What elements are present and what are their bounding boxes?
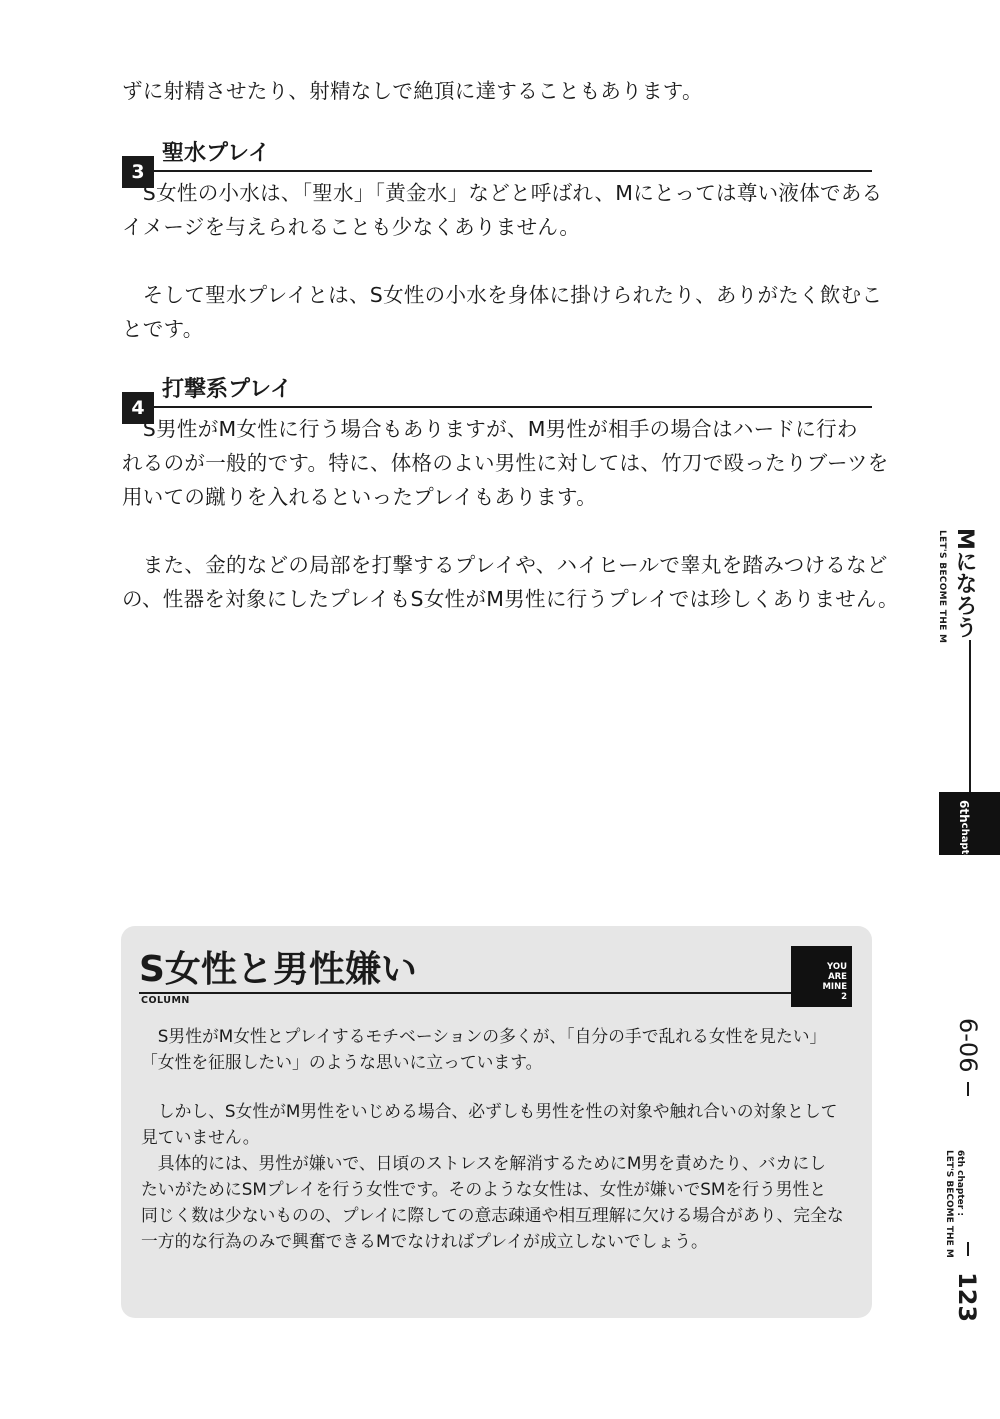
column-title-rule (139, 992, 791, 994)
page-number: 123 (953, 1272, 981, 1323)
column-badge (791, 946, 852, 1007)
page-number-divider (967, 1242, 969, 1256)
body-line: また、金的などの局部を打撃するプレイや、ハイヒールで睾丸を踏みつけるなど (122, 553, 888, 577)
badge-line: 2 (841, 992, 847, 1002)
column-line: 「女性を征服したい」のような思いに立っています。 (141, 1052, 543, 1072)
tab-line-2: chapter (959, 822, 970, 867)
section-number: 6-06 (954, 1018, 982, 1073)
section-number-divider (967, 1082, 969, 1096)
chapter-tab (939, 792, 1000, 867)
badge-line: YOU (827, 962, 847, 972)
section-title: 聖水プレイ (162, 141, 271, 166)
section-label (955, 1150, 965, 1216)
section-heading-3 (122, 138, 872, 183)
column-line: たいがためにSMプレイを行う女性です。そのような女性は、女性が嫌いでSMを行う男性と (141, 1179, 827, 1199)
column-title: S女性と男性嫌い (139, 949, 417, 990)
section-heading-4 (122, 374, 872, 419)
column-line: 具体的には、男性が嫌いで、日頃のストレスを解消するためにM男を責めたり、バカにし (141, 1153, 826, 1173)
body-line: の、性器を対象にしたプレイもS女性がM男性に行うプレイでは珍しくありません。 (122, 587, 899, 611)
tab-line-1: 6th (957, 800, 971, 823)
section-label-line-1: 6th chapter : (955, 1150, 965, 1216)
body-line: S男性がM女性に行う場合もありますが、M男性が相手の場合はハードに行わ (122, 417, 858, 441)
column-line: 同じく数は少ないものの、プレイに際しての意志疎通や相互理解に欠ける場合があり、完全な (141, 1205, 844, 1225)
section-number-badge: 4 (122, 392, 154, 424)
column-line: 見ていません。 (141, 1127, 260, 1147)
column-box (121, 926, 872, 1318)
body-line: れるのが一般的です。特に、体格のよい男性に対しては、竹刀で殴ったりブーツを (122, 451, 889, 475)
chapter-tab-label (957, 800, 971, 866)
intro-paragraph: ずに射精させたり、射精なしで絶頂に達することもあります。 (122, 79, 703, 103)
badge-line: ARE (828, 972, 847, 982)
body-line: イメージを与えられることも少なくありません。 (122, 215, 581, 239)
column-line: S男性がM女性とプレイするモチベーションの多くが、「自分の手で乱れる女性を見たい」 (141, 1026, 827, 1046)
chapter-title: Mになろう (952, 528, 977, 638)
section-title: 打撃系プレイ (162, 377, 293, 402)
section-number-badge: 3 (122, 156, 154, 188)
body-line: とです。 (122, 317, 204, 341)
badge-line: MINE (822, 982, 847, 992)
sidebar-rule (969, 640, 971, 792)
body-line: そして聖水プレイとは、S女性の小水を身体に掛けられたり、ありがたく飲むこ (122, 283, 883, 307)
body-line: 用いての蹴りを入れるといったプレイもあります。 (122, 485, 597, 509)
body-line: S女性の小水は、「聖水」「黄金水」などと呼ばれ、Mにとっては尊い液体である (122, 181, 883, 205)
section-label-2: LET'S BECOME THE M (944, 1150, 954, 1258)
column-line: しかし、S女性がM男性をいじめる場合、必ずしも男性を性の対象や触れ合いの対象として (141, 1101, 838, 1121)
column-line: 一方的な行為のみで興奮できるMでなければプレイが成立しないでしょう。 (141, 1231, 708, 1251)
column-label: COLUMN (141, 995, 190, 1006)
chapter-subtitle: LET'S BECOME THE M (937, 530, 947, 644)
